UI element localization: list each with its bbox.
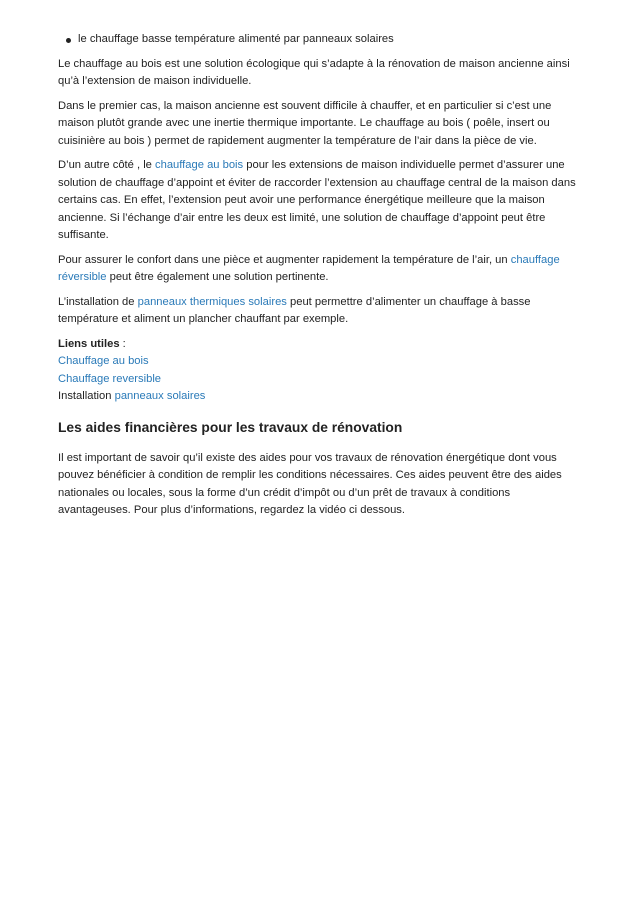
paragraph-extension [58,157,583,245]
useful-links-header [58,336,583,354]
paragraph-text: pour les extensions de maison individuelle permet d’assurer une solution de chauffage d’appoint et éviter de raccorder l’extension au chauffage central de la maison dans certains cas. En effet, l’extension peut avoir une performance énergétique meilleure que la maison ancienne. Si l’échange d’air entre les deux est limité, une solution de chauffage d’appoint peut être suffisante. [58,159,576,241]
paragraph-text: Pour assurer le confort dans une pièce et augmenter rapidement la température de l’air, un [58,253,511,266]
useful-links-label: Liens utiles [58,337,120,350]
link-chauffage-reversible-2[interactable]: Chauffage reversible [58,372,162,385]
paragraph-text: peut être également une solution pertinente. [106,271,329,283]
paragraph-reversible [58,252,583,287]
useful-links-separator: : [119,337,126,350]
link-chauffage-reversible[interactable]: chauffage réversible [58,253,560,283]
link-chauffage-au-bois[interactable]: chauffage au bois [155,159,244,171]
paragraph-wood-heating: Le chauffage au bois est une solution écologique qui s’adapte à la rénovation de maison ancienne ainsi qu’à l’extension de maison individuelle. [58,57,570,87]
paragraph-text: L’installation de [58,295,138,308]
link-panneaux-thermiques-solaires[interactable]: panneaux thermiques solaires [137,295,287,308]
bullet-list [58,31,583,49]
section-heading: Les aides financières pour les travaux de rénovation [58,419,403,435]
link-panneaux-solaires[interactable]: panneaux solaires [114,390,206,402]
link-chauffage-au-bois-2[interactable]: Chauffage au bois [58,355,149,367]
paragraph-old-house: Dans le premier cas, la maison ancienne est souvent difficile à chauffer, et en particulier si c’est une maison plutôt grande avec une inertie thermique importante. Le chauffage au bois ( poêle, insert ou cuisinière au bois ) permet de rapidement augmenter la température de l’air dans la pièce de vie. [58,99,552,147]
paragraph-financial-aid: Il est important de savoir qu’il existe des aides pour vos travaux de rénovation énergétique dont vous pouvez bénéficier à condition de remplir les conditions nécessaires. Ces aides peuvent être des aides nationales ou locales, sous la forme d’un crédit d’impôt ou d’un prêt de travaux à conditions avantageuses. Pour plus d’informations, regardez la vidéo ci dessous. [58,451,562,516]
list-item-text: le chauffage basse température alimenté par panneaux solaires [78,33,394,45]
bullet-icon [66,38,71,43]
paragraph-text: peut permettre d’alimenter un chauffage à basse température et aliment un plancher chauffant par exemple. [58,295,531,325]
paragraph-text: D’un autre côté , le [58,159,156,171]
useful-links [58,336,583,406]
paragraph-solar-panels [58,294,583,329]
list-item [78,31,583,49]
article-body [58,31,583,527]
link-prefix: Installation [58,390,115,402]
